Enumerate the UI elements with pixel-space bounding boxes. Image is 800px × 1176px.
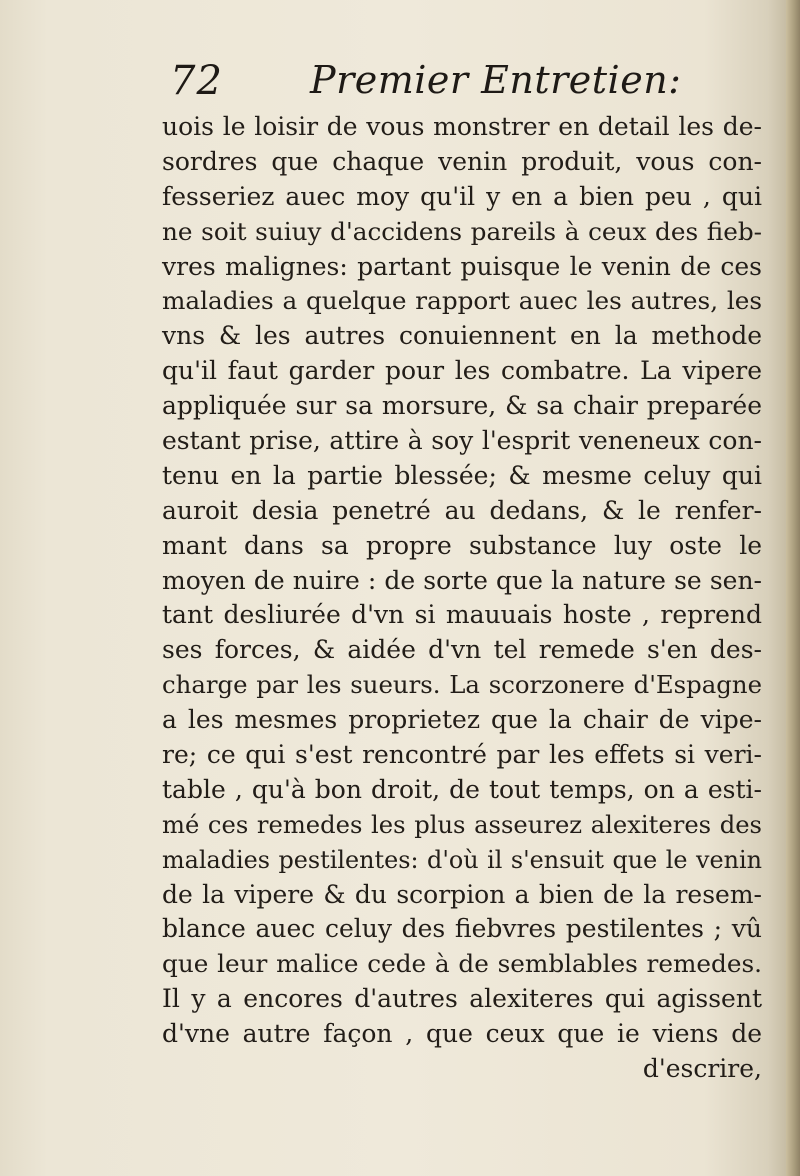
- text-line: Il y a encores d'autres alexiteres qui agissent: [162, 984, 762, 1014]
- text-line: re; ce qui s'est rencontré par les effets si veri-: [162, 740, 762, 770]
- text-line: a les mesmes proprietez que la chair de vipe-: [162, 705, 762, 735]
- text-line: auroit desia penetré au dedans, & le renfer-: [162, 495, 762, 525]
- text-line: de la vipere & du scorpion a bien de la resem-: [162, 879, 762, 909]
- text-line: blance auec celuy des fiebvres pestilentes ; vû: [162, 914, 762, 944]
- text-line: uois le loisir de vous monstrer en detail les de-: [162, 112, 762, 141]
- page-gutter: [786, 0, 800, 1176]
- page-header: [170, 58, 730, 114]
- text-line: sordres que chaque venin produit, vous con-: [162, 146, 762, 176]
- text-line: ne soit suiuy d'accidens pareils à ceux des fieb-: [162, 216, 762, 246]
- text-line: maladies a quelque rapport auec les autres, les: [162, 286, 762, 316]
- text-line: fesseriez auec moy qu'il y en a bien peu , qui: [162, 181, 762, 211]
- text-line: que leur malice cede à de semblables remedes.: [162, 949, 762, 979]
- text-line: vns & les autres conuiennent en la methode: [162, 321, 762, 351]
- text-line: mant dans sa propre substance luy oste le: [162, 530, 762, 560]
- text-line: tenu en la partie blessée; & mesme celuy qui: [162, 460, 762, 490]
- text-line: charge par les sueurs. La scorzonere d'Espagne: [162, 670, 762, 700]
- text-line: tant desliurée d'vn si mauuais hoste , reprend: [162, 600, 762, 630]
- text-line: moyen de nuire : de sorte que la nature se sen-: [162, 565, 762, 595]
- running-title: Premier Entretien:: [310, 58, 682, 102]
- body-text: [162, 110, 762, 1087]
- catchword: d'escrire,: [642, 1054, 762, 1084]
- text-line: qu'il faut garder pour les combatre. La vipere: [162, 356, 762, 386]
- page-number: 72: [170, 58, 223, 104]
- text-line: mé ces remedes les plus asseurez alexiteres des: [162, 809, 762, 839]
- text-line: appliquée sur sa morsure, & sa chair preparée: [162, 391, 762, 421]
- text-line: d'vne autre façon , que ceux que ie viens de: [162, 1019, 762, 1049]
- text-line: estant prise, attire à soy l'esprit veneneux con-: [162, 426, 762, 456]
- text-line: maladies pestilentes: d'où il s'ensuit que le venin: [162, 845, 762, 874]
- text-line: table , qu'à bon droit, de tout temps, on a esti-: [162, 774, 762, 804]
- text-line: ses forces, & aidée d'vn tel remede s'en des-: [162, 635, 762, 665]
- text-line: vres malignes: partant puisque le venin de ces: [162, 251, 762, 281]
